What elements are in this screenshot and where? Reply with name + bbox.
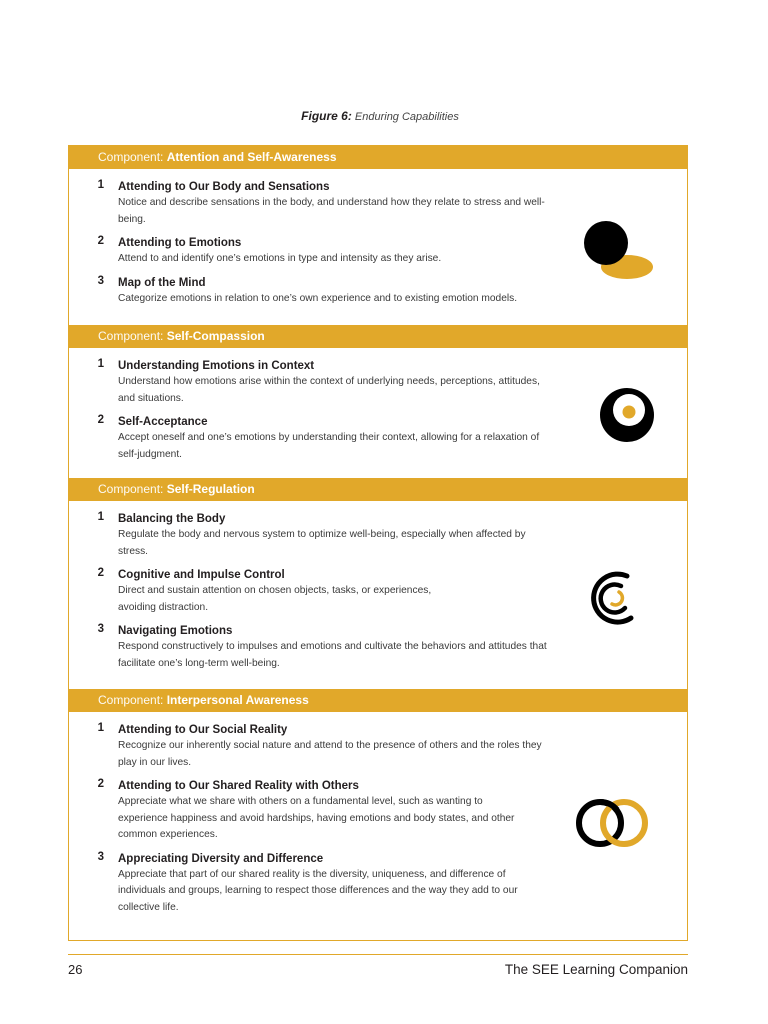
item-title: Navigating Emotions — [118, 625, 233, 637]
item-description: Regulate the body and nervous system to optimize well-being, especially when affected by stress. — [118, 529, 526, 557]
section-interpersonal — [69, 689, 687, 940]
item-title: Attending to Our Shared Reality with Others — [118, 780, 359, 792]
component-header — [69, 146, 687, 169]
spiral-icon — [585, 568, 639, 630]
component-name: Self-Regulation — [166, 482, 255, 496]
book-title: The SEE Learning Companion — [504, 962, 688, 977]
item-title: Balancing the Body — [118, 513, 226, 525]
list-item — [69, 623, 687, 672]
item-number: 1 — [97, 358, 104, 370]
item-title: Self-Acceptance — [118, 416, 208, 428]
list-item — [69, 722, 687, 771]
dot-over-shadow-icon — [581, 218, 657, 282]
figure-caption — [0, 109, 760, 123]
page-number: 26 — [68, 962, 83, 977]
item-description: Notice and describe sensations in the body, and understand how they relate to stress and well-being. — [118, 197, 545, 225]
component-prefix: Component: — [98, 693, 164, 707]
item-title: Map of the Mind — [118, 276, 206, 289]
figure-label: Figure 6: — [301, 109, 352, 123]
item-number: 2 — [97, 778, 104, 790]
item-number: 2 — [97, 235, 104, 247]
item-description: Respond constructively to impulses and emotions and cultivate the behaviors and attitudes that facilitate one’s long-term well-being. — [118, 641, 547, 669]
item-number: 3 — [97, 623, 104, 635]
item-title: Attending to Emotions — [118, 237, 242, 249]
item-number: 3 — [97, 274, 104, 287]
component-name: Attention and Self-Awareness — [166, 150, 337, 164]
item-number: 1 — [97, 179, 104, 191]
capabilities-table — [68, 145, 688, 941]
item-description: Categorize emotions in relation to one’s own experience and to existing emotion models. — [118, 292, 518, 304]
item-description: Accept oneself and one’s emotions by understanding their context, allowing for a relaxation of self-judgment. — [118, 432, 540, 460]
ring-with-dot-icon — [597, 385, 657, 445]
item-number: 2 — [97, 567, 104, 579]
item-number: 1 — [97, 511, 104, 523]
list-item — [69, 414, 687, 463]
section-attention — [69, 146, 687, 325]
component-header — [69, 325, 687, 348]
component-name: Interpersonal Awareness — [166, 693, 309, 707]
component-prefix: Component: — [98, 482, 164, 496]
list-item — [69, 511, 687, 560]
figure-title: Enduring Capabilities — [354, 111, 459, 123]
item-description: Appreciate that part of our shared reality is the diversity, uniqueness, and difference of individuals and groups, learning to respect those differences and the way they add to our collective life. — [118, 868, 518, 913]
item-title: Appreciating Diversity and Difference — [118, 852, 324, 865]
component-prefix: Component: — [98, 150, 164, 164]
item-number: 2 — [97, 414, 104, 426]
section-self-compassion — [69, 325, 687, 478]
component-header — [69, 689, 687, 712]
footer-rule — [68, 954, 688, 955]
item-description: Understand how emotions arise within the context of underlying needs, perceptions, attitudes, and situations. — [118, 376, 540, 404]
list-item — [69, 851, 687, 917]
item-number: 3 — [97, 850, 104, 863]
component-header — [69, 478, 687, 501]
item-description: Direct and sustain attention on chosen objects, tasks, or experiences, avoiding distraction. — [118, 585, 432, 613]
component-prefix: Component: — [98, 329, 164, 343]
item-description: Recognize our inherently social nature and attend to the presence of others and the roles they play in our lives. — [118, 740, 542, 768]
item-description: Appreciate what we share with others on a fundamental level, such as wanting to experience happiness and avoid hardships, having emotions and body states, and other common experiences. — [118, 796, 515, 840]
component-name: Self-Compassion — [166, 329, 265, 343]
item-title: Cognitive and Impulse Control — [118, 569, 285, 581]
section-self-regulation — [69, 478, 687, 689]
item-title: Attending to Our Social Reality — [118, 724, 288, 736]
item-number: 1 — [97, 722, 104, 734]
item-title: Understanding Emotions in Context — [118, 360, 315, 372]
list-item — [69, 358, 687, 407]
interlocking-rings-icon — [573, 795, 651, 851]
item-description: Attend to and identify one’s emotions in type and intensity as they arise. — [118, 253, 442, 264]
item-title: Attending to Our Body and Sensations — [118, 181, 330, 193]
